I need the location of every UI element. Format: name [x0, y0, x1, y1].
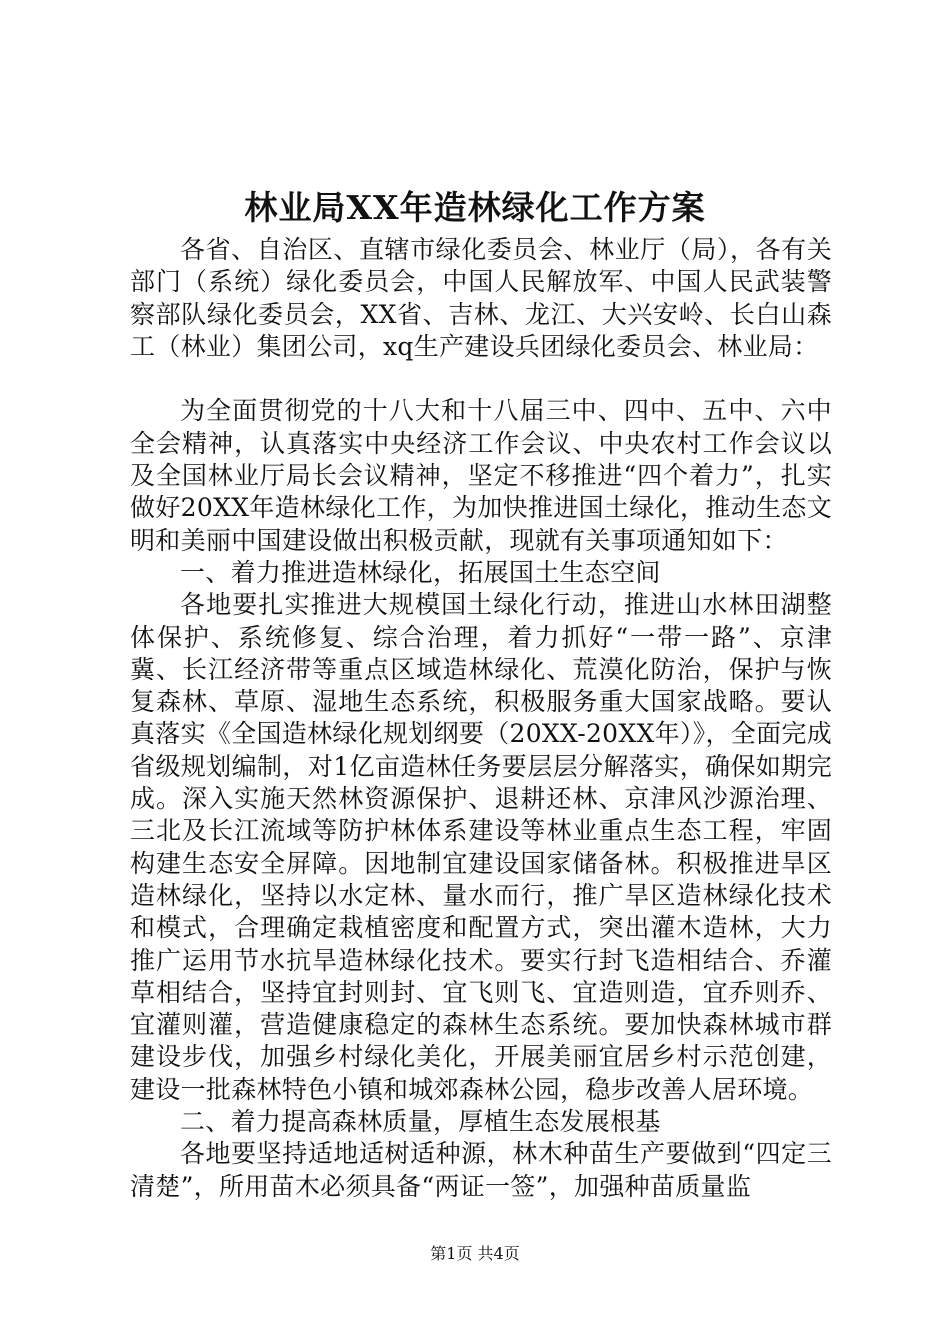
document-title: 林业局XX年造林绿化工作方案 [244, 188, 706, 227]
section-heading-2: 二、着力提高森林质量，厚植生态发展根基 [180, 1107, 661, 1137]
section-body-1: 各地要扎实推进大规模国土绿化行动，推进山水林田湖整体保护、系统修复、综合治理，着力抓好“一带一路”、京津冀、长江经济带等重点区域造林绿化、荒漠化防治，保护与恢复森林、草原、湿地生态系统，积极服务重大国家战略。要认真落实《全国造林绿化规划纲要（20XX-20XX年）》，全面完成省级规划编制，对1亿亩造林任务要层层分解落实，确保如期完成。深入实施天然林资源保护、退耕还林、京津风沙源治理、三北及长江流域等防护林体系建设等林业重点生态工程，牢固构建生态安全屏障。因地制宜建设国家储备林。积极推进旱区造林绿化，坚持以水定林、量水而行，推广旱区造林绿化技术和模式，合理确定栽植密度和配置方式，突出灌木造林，大力推广运用节水抗旱造林绿化技术。要实行封飞造相结合、乔灌草相结合，坚持宜封则封、宜飞则飞、宜造则造，宜乔则乔、宜灌则灌，营造健康稳定的森林生态系统。要加快森林城市群建设步伐，加强乡村绿化美化，开展美丽宜居乡村示范创建，建设一批森林特色小镇和城郊森林公园，稳步改善人居环境。 [130, 590, 832, 1104]
intro-paragraph: 为全面贯彻党的十八大和十八届三中、四中、五中、六中全会精神，认真落实中央经济工作会议、中央农村工作会议以及全国林业厅局长会议精神，坚定不移推进“四个着力”，扎实做好20XX年造林绿化工作，为加快推进国土绿化，推动生态文明和美丽中国建设做出积极贡献，现就有关事项通知如下： [130, 396, 832, 555]
document-body [130, 234, 832, 1203]
section-body-2: 各地要坚持适地适树适种源，林木种苗生产要做到“四定三清楚”，所用苗木必须具备“两证一签”，加强种苗质量监 [130, 1139, 832, 1201]
salutation-paragraph: 各省、自治区、直辖市绿化委员会、林业厅（局），各有关部门（系统）绿化委员会，中国人民解放军、中国人民武装警察部队绿化委员会，XX省、吉林、龙江、大兴安岭、长白山森工（林业）集团公司，xq生产建设兵团绿化委员会、林业局： [130, 235, 832, 361]
page-footer: 第1页 共4页 [430, 1244, 520, 1263]
section-heading-1: 一、着力推进造林绿化，拓展国土生态空间 [180, 557, 661, 587]
blank-line [130, 363, 832, 395]
